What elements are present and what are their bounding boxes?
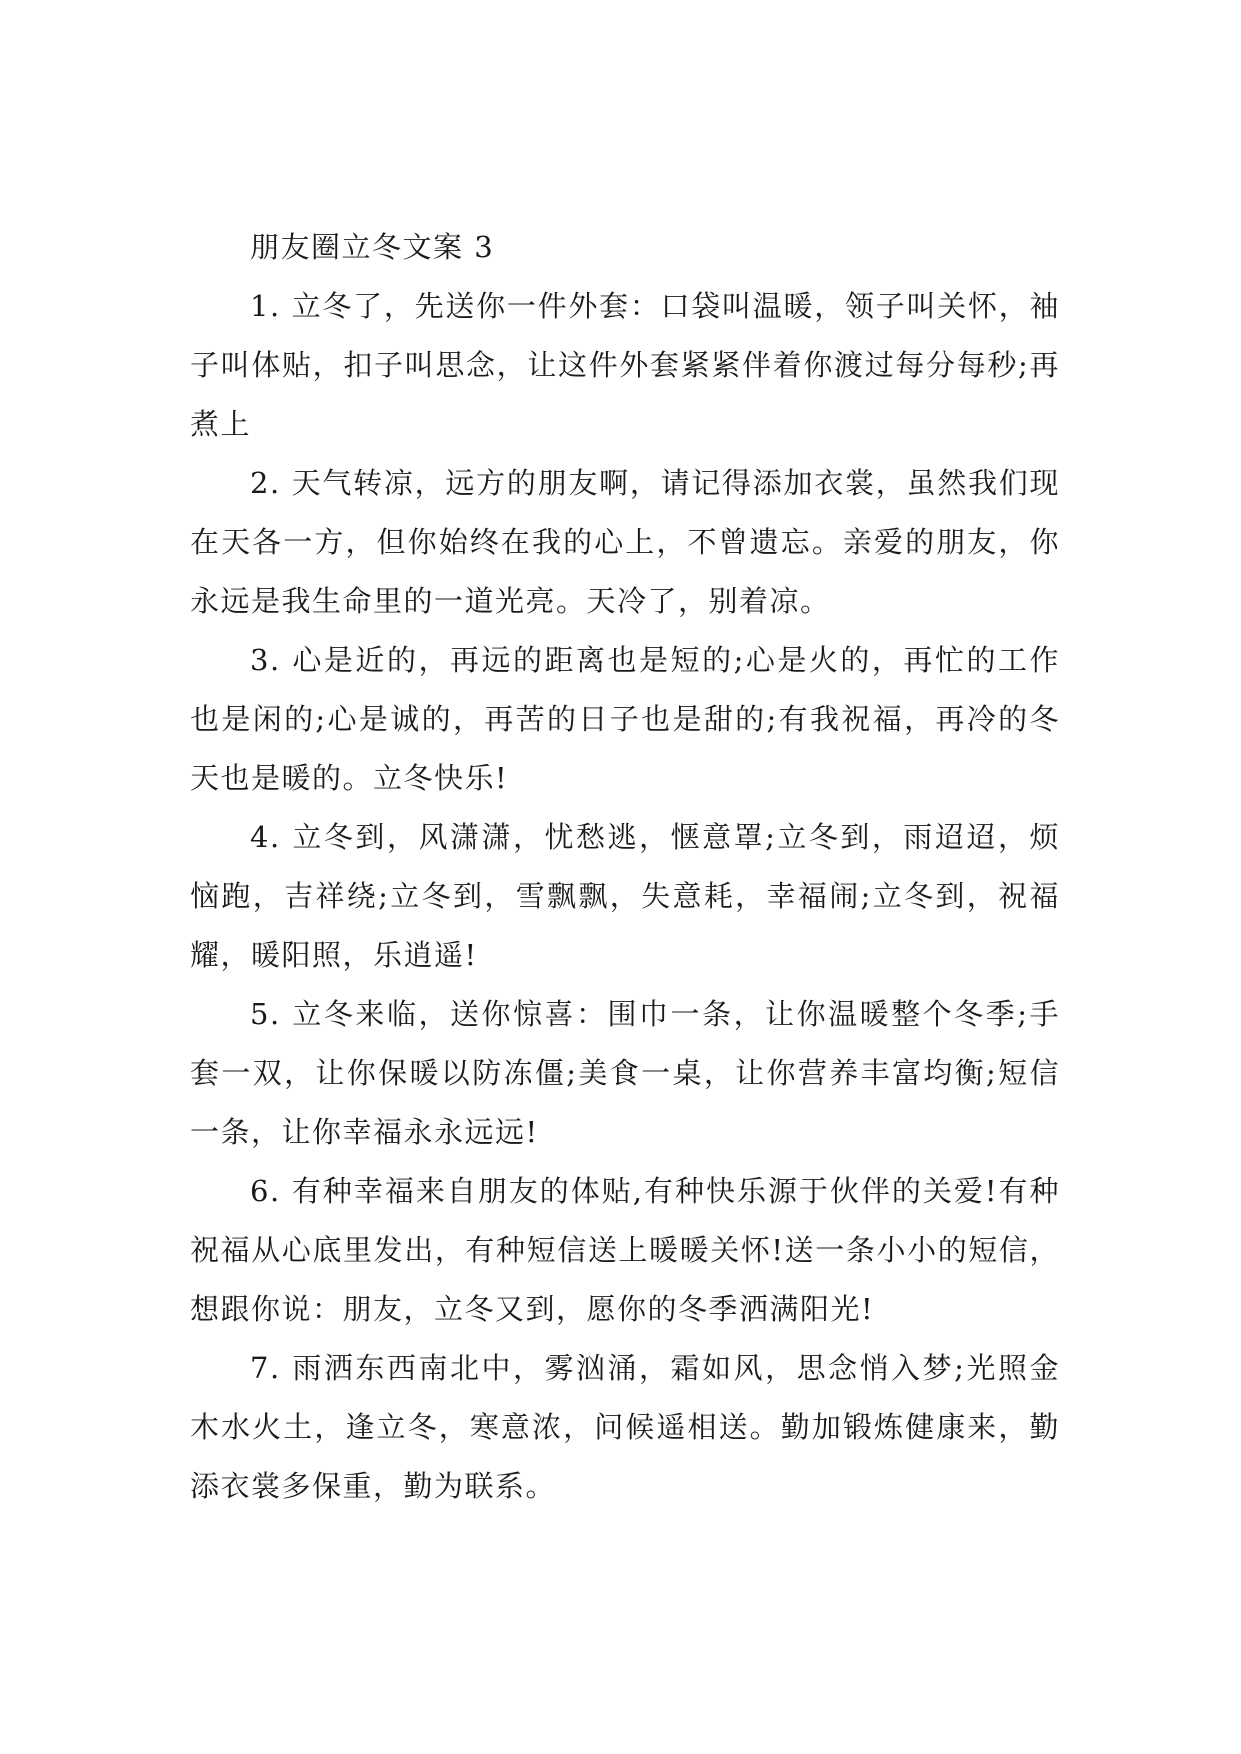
paragraph-4: 4. 立冬到，风潇潇，忧愁逃，惬意罩;立冬到，雨迢迢，烦恼跑，吉祥绕;立冬到，雪飘飘，失意耗，幸福闹;立冬到，祝福耀，暖阳照，乐逍遥! <box>190 820 1060 972</box>
document-title: 朋友圈立冬文案 3 <box>250 230 495 264</box>
paragraph-6: 6. 有种幸福来自朋友的体贴,有种快乐源于伙伴的关爱!有种祝福从心底里发出，有种短信送上暖暖关怀!送一条小小的短信，想跟你说：朋友，立冬又到，愿你的冬季洒满阳光! <box>190 1174 1060 1326</box>
paragraph-2: 2. 天气转凉，远方的朋友啊，请记得添加衣裳，虽然我们现在天各一方，但你始终在我的心上，不曾遗忘。亲爱的朋友，你永远是我生命里的一道光亮。天冷了，别着凉。 <box>190 466 1060 618</box>
paragraph-3: 3. 心是近的，再远的距离也是短的;心是火的，再忙的工作也是闲的;心是诚的，再苦的日子也是甜的;有我祝福，再冷的冬天也是暖的。立冬快乐! <box>190 643 1060 795</box>
paragraph-5: 5. 立冬来临，送你惊喜：围巾一条，让你温暖整个冬季;手套一双，让你保暖以防冻僵;美食一桌，让你营养丰富均衡;短信一条，让你幸福永永远远! <box>190 997 1060 1149</box>
paragraph-1: 1. 立冬了，先送你一件外套：口袋叫温暖，领子叫关怀，袖子叫体贴，扣子叫思念，让这件外套紧紧伴着你渡过每分每秒;再煮上 <box>190 289 1060 441</box>
document-body <box>190 218 1060 1516</box>
paragraph-7: 7. 雨洒东西南北中，雾汹涌，霜如风，思念悄入梦;光照金木水火土，逢立冬，寒意浓，问候遥相送。勤加锻炼健康来，勤添衣裳多保重，勤为联系。 <box>190 1351 1060 1503</box>
